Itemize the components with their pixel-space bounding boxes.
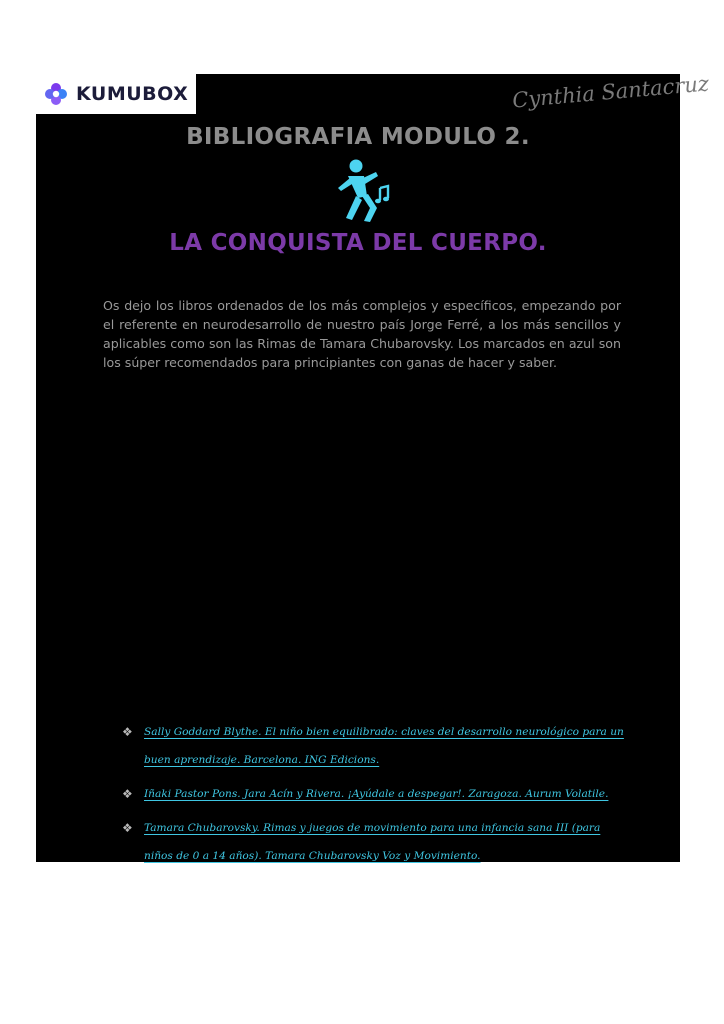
bibliography-entry-link[interactable]: Sally Goddard Blythe. El niño bien equilibrado: claves del desarrollo neurológico para un buen aprendizaje. Barcelona. ING Edicions. bbox=[144, 726, 624, 766]
bibliography-entry-link[interactable]: Tamara Chubarovsky. Rimas y juegos de movimiento para una infancia sana III (para niños de 0 a 14 años). Tamara Chubarovsky Voz y Movimiento. bbox=[144, 822, 601, 862]
dancing-person-icon bbox=[332, 158, 392, 224]
diamond-bullet-icon: ❖ bbox=[122, 725, 133, 739]
bibliography-list bbox=[122, 718, 628, 876]
bibliography-item bbox=[122, 718, 628, 774]
author-signature: Cynthia Santacruz bbox=[511, 71, 710, 113]
intro-paragraph: Os dejo los libros ordenados de los más complejos y específicos, empezando por el referente en neurodesarrollo de nuestro país Jorge Ferré, a los más sencillos y aplicables como son las Rimas de Tamara Chubarovsky. Los marcados en azul son los súper recomendados para principiantes con ganas de hacer y saber. bbox=[103, 298, 621, 370]
logo-box bbox=[36, 74, 196, 114]
bibliography-entry-link[interactable]: Iñaki Pastor Pons. Jara Acín y Rivera. ¡Ayúdale a despegar!. Zaragoza. Aurum Volatile. bbox=[144, 788, 609, 800]
diamond-bullet-icon: ❖ bbox=[122, 787, 133, 801]
diamond-bullet-icon: ❖ bbox=[122, 821, 133, 835]
section-subtitle: LA CONQUISTA DEL CUERPO. bbox=[169, 230, 547, 256]
page-title: BIBLIOGRAFIA MODULO 2. bbox=[186, 124, 530, 150]
bibliography-item bbox=[122, 814, 628, 870]
logo-text: KUMUBOX bbox=[76, 83, 189, 105]
bibliography-item bbox=[122, 780, 628, 808]
kumubox-logo-icon bbox=[44, 82, 68, 106]
